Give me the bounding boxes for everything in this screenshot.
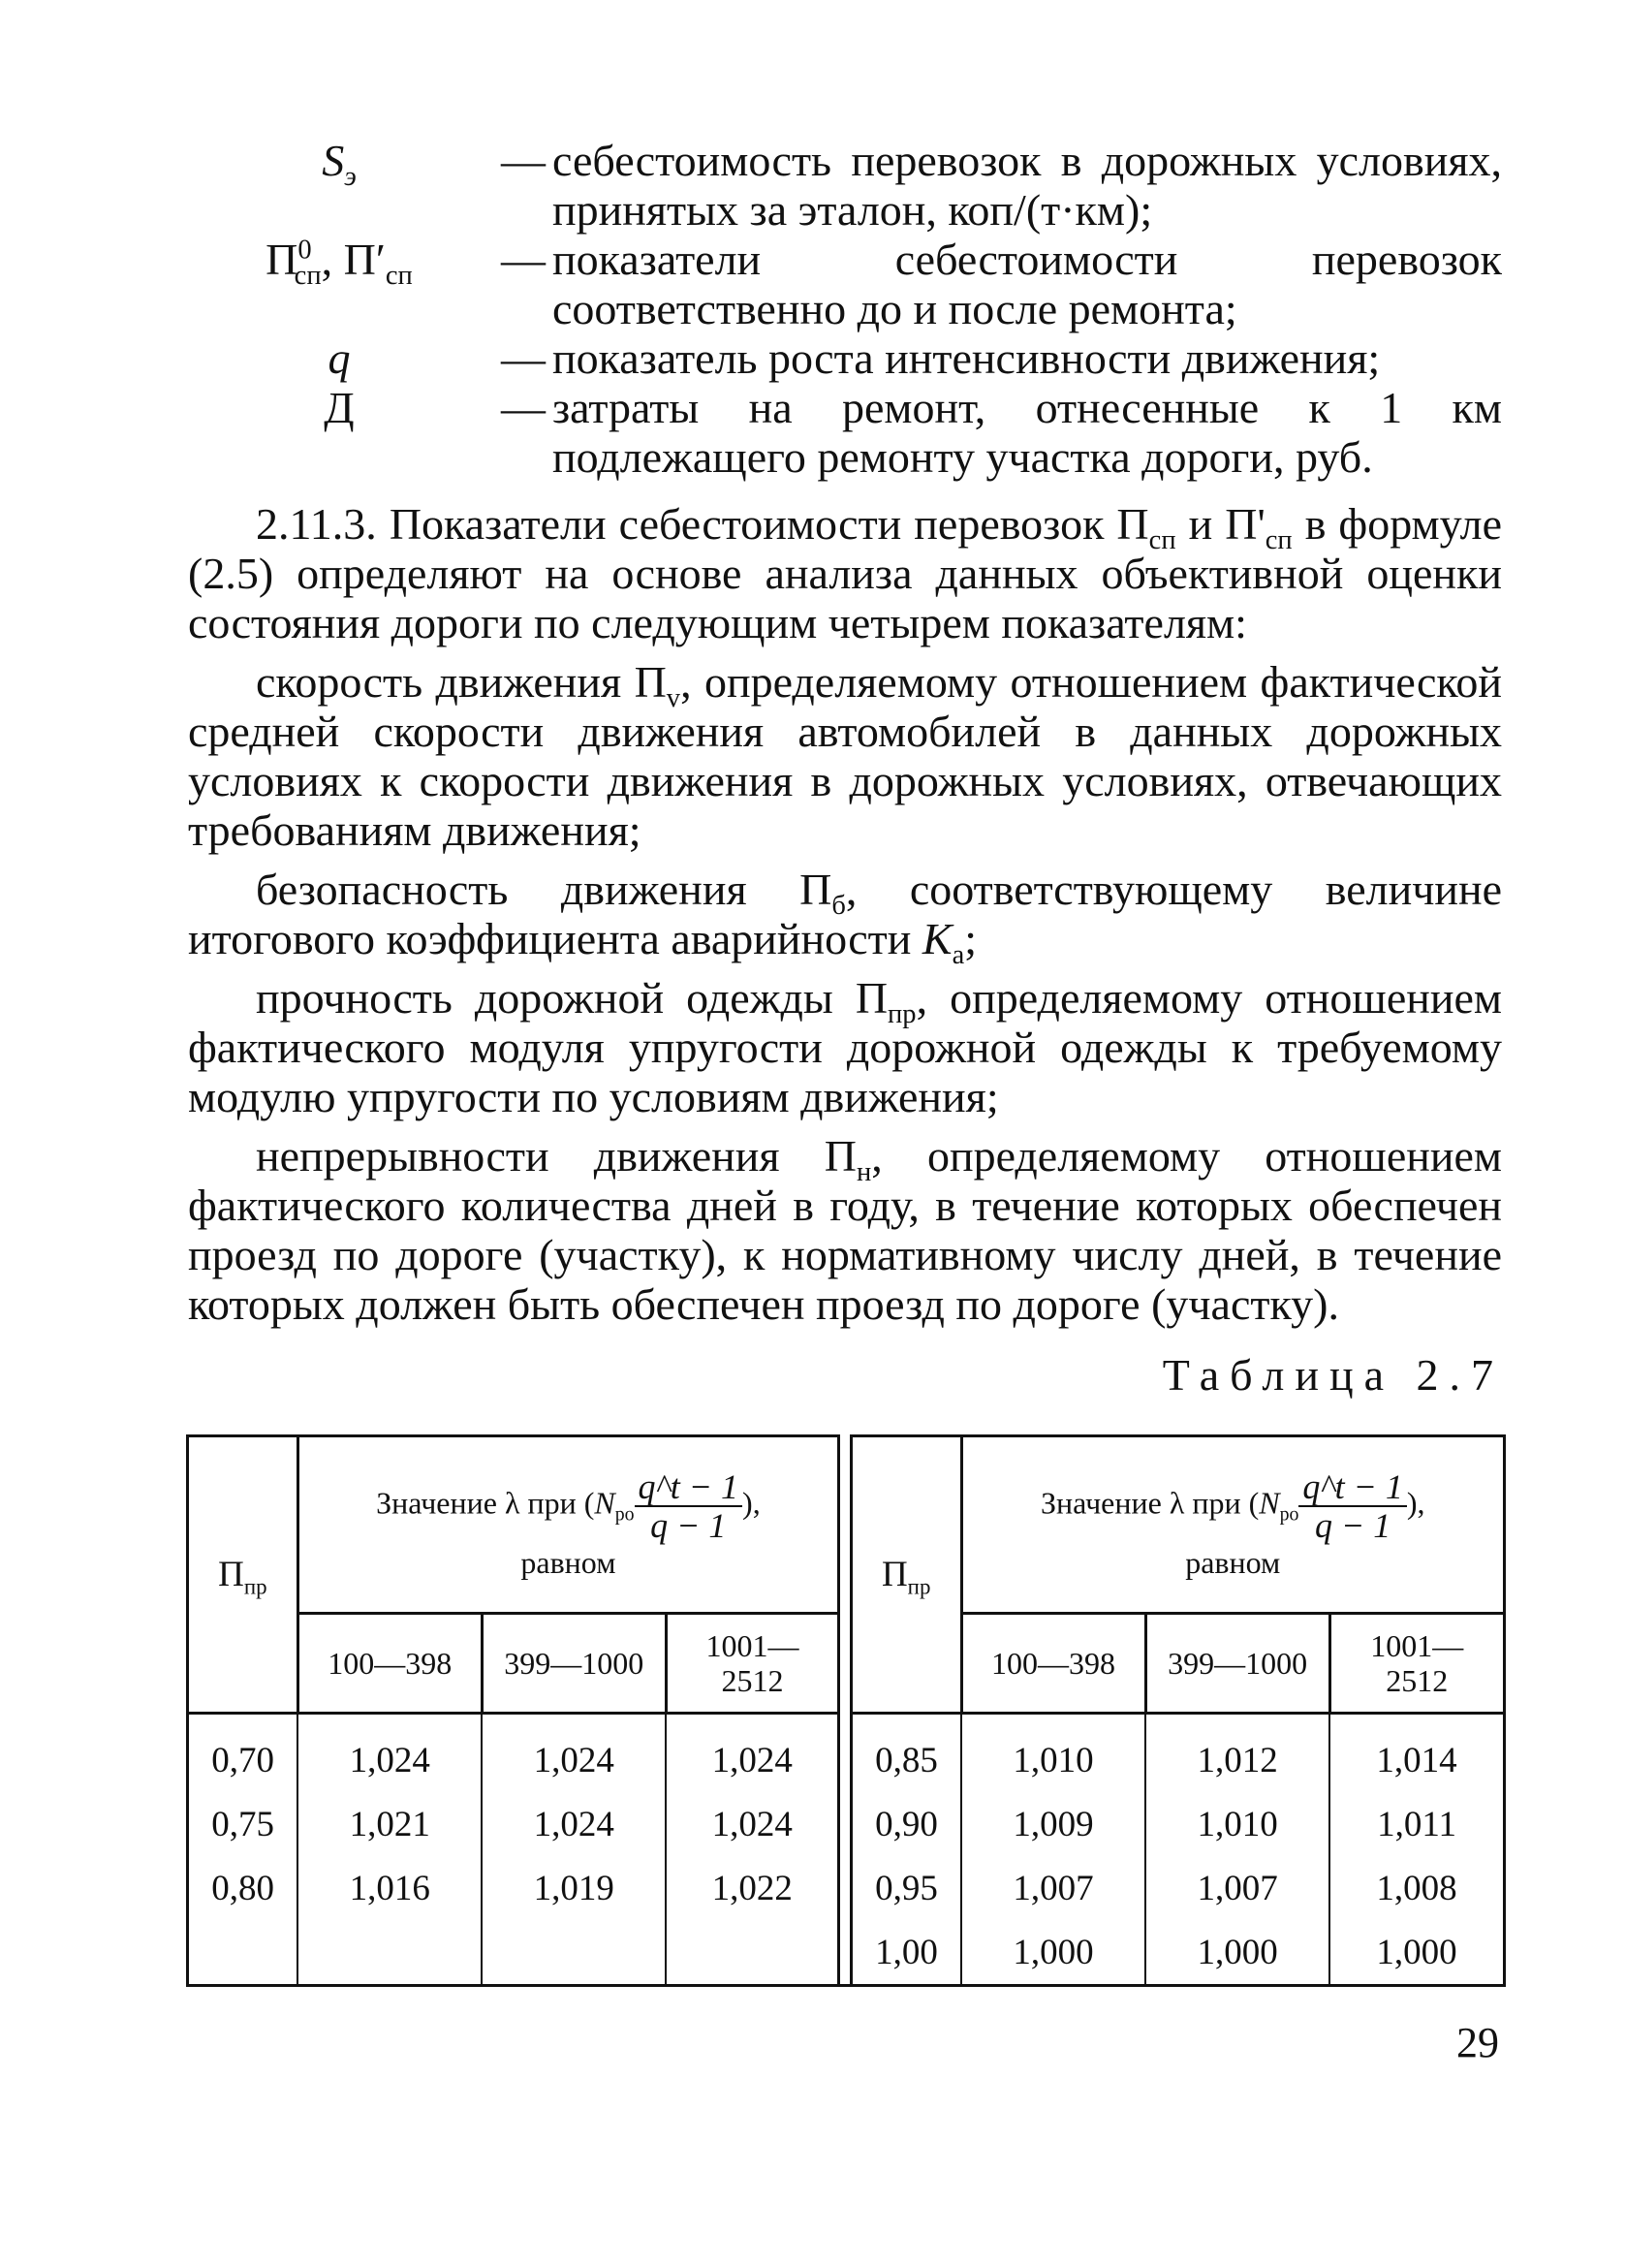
column-separator [839,1920,852,1986]
range-header: 100—398 [297,1614,482,1714]
table-cell: 1,000 [961,1920,1145,1986]
definition-row [184,136,1502,235]
table-cell: 1,008 [1329,1856,1504,1920]
definitions-list [184,136,1502,482]
table-cell: 1,00 [851,1920,961,1986]
page-number: 29 [1456,2019,1499,2066]
table-cell: 1,024 [482,1792,666,1856]
table-row [188,1856,1505,1920]
range-header: 399—1000 [482,1614,666,1714]
table-cell [297,1920,482,1986]
range-header: 1001— 2512 [1329,1614,1504,1714]
table-cell: 0,95 [875,1868,938,1908]
table-row [188,1920,1505,1986]
table-row [188,1792,1505,1856]
table-cell: 1,007 [961,1856,1145,1920]
range-header: 100—398 [961,1614,1145,1714]
dash: — [501,136,546,185]
table-cell [188,1920,298,1986]
table-row [188,1714,1505,1793]
paragraph: скорость движения $П_v$, определяемому отношением фактической средней скорости движения автомобилей в данных дорожных условиях к скорости движения в дорожных условиях, отвечающих требованиям движения; [188,657,1502,855]
column-header-p: $П_{пр}$ [188,1436,298,1714]
table-cell: 1,000 [1329,1920,1504,1986]
table-cell: 1,024 [482,1714,666,1793]
fraction: $\frac{q\^{}t - 1}{q - 1}$ [1298,1468,1406,1544]
column-header-value: Значение λ при ($N_{ро}$ $\frac{q\^{}t - 1}{q - 1}$ ), равном [961,1436,1504,1614]
table-cell: 1,021 [297,1792,482,1856]
table-cell: 1,022 [666,1856,838,1920]
table-cell: 1,014 [1329,1714,1504,1793]
table-cell: 0,75 [188,1792,298,1856]
table-cell: 1,007 [1145,1856,1329,1920]
table-cell: 0,80 [188,1856,298,1920]
definition-text: показатель роста интенсивности движения; [552,333,1381,383]
data-table [186,1434,1506,1987]
table-cell: 0,90 [875,1804,938,1844]
table-cell: 1,000 [1145,1920,1329,1986]
table-cell: 1,024 [666,1714,838,1793]
column-header-value: Значение λ при ($N_{ро}$ $\frac{q\^{}t - 1}{q - 1}$ ), равном [297,1436,838,1614]
table-cell [666,1920,838,1986]
paragraph: безопасность движения $П_б$, соответствующему величине итогового коэффициента аварийности $K_а$; [188,865,1502,971]
table-cell: 1,010 [961,1714,1145,1793]
column-separator [839,1436,852,1714]
definition-symbol: q [328,333,351,383]
dash: — [501,333,546,383]
range-header: 1001— 2512 [666,1614,838,1714]
table-caption: Таблица 2.7 [1162,1350,1504,1400]
column-header-p: $П_{пр}$ [851,1436,961,1714]
table-cell: 1,016 [297,1856,482,1920]
table-cell: 0,85 [875,1740,938,1780]
column-separator [839,1714,852,1793]
table-cell: 1,012 [1145,1714,1329,1793]
definition-text: себестоимость перевозок в дорожных условиях, принятых за эталон, коп/(т·км); [552,136,1502,235]
table-cell: 1,009 [961,1792,1145,1856]
paragraph: непрерывности движения $П_н$, определяемому отношением фактического количества дней в году, в течение которых обеспечен проезд по дороге (участку), к нормативному числу дней, в течение которых должен быть обеспечен проезд по дороге (участку). [188,1131,1502,1329]
table-cell: 1,024 [297,1714,482,1793]
paragraph: прочность дорожной одежды $П_{пр}$, определяемому отношением фактического модуля упругости дорожной одежды к требуемому модулю упругости по условиям движения; [188,973,1502,1121]
definition-row [184,235,1502,333]
range-header: 399—1000 [1145,1614,1329,1714]
definition-row [184,333,1502,383]
table-cell: 1,011 [1329,1792,1504,1856]
dash: — [501,235,546,284]
table-cell: 0,70 [188,1714,298,1793]
body-text [188,499,1502,1339]
table-cell: 1,024 [666,1792,838,1856]
table-cell [482,1920,666,1986]
paragraph: 2.11.3. Показатели себестоимости перевозок $П_{сп}$ и $П'_{сп}$ в формуле (2.5) определяют на основе анализа данных объективной оценки состояния дороги по следующим четырем показателям: [188,499,1502,647]
definition-symbol: $П^0_{сп}$, $П'_{сп}$ [266,235,413,292]
table-cell: 1,010 [1145,1792,1329,1856]
column-separator [839,1792,852,1856]
definition-text: затраты на ремонт, отнесенные к 1 км подлежащего ремонту участка дороги, руб. [552,383,1502,482]
fraction: $\frac{q\^{}t - 1}{q - 1}$ [635,1468,742,1544]
definition-symbol: Д [324,383,355,432]
dash: — [501,383,546,432]
definition-row [184,383,1502,482]
table-cell: 1,019 [482,1856,666,1920]
definition-symbol: $S_э$ [322,136,357,193]
column-separator [839,1856,852,1920]
definition-text: показатели себестоимости перевозок соответственно до и после ремонта; [552,235,1502,333]
